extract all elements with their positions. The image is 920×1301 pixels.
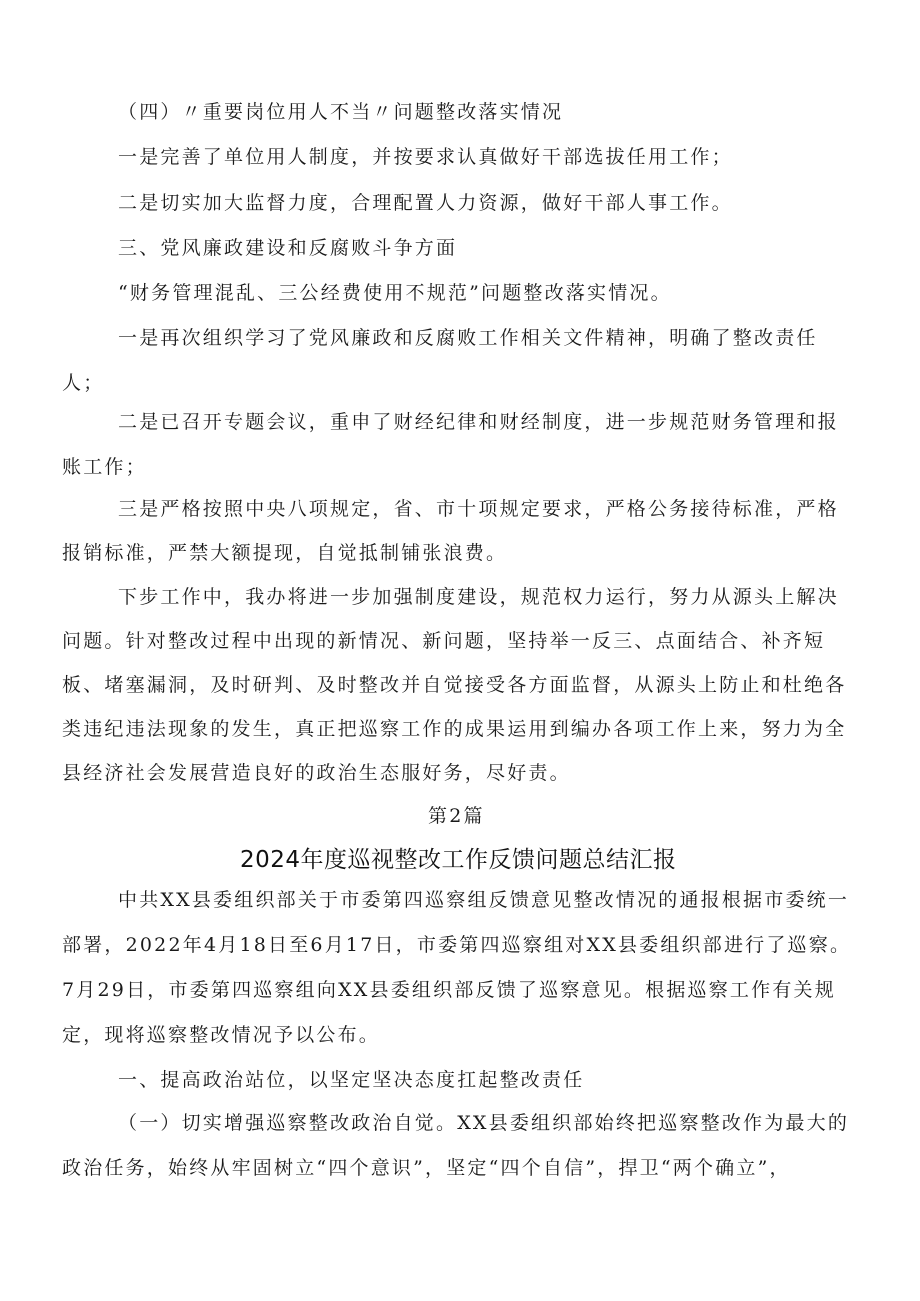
paragraph-line: 定，现将巡察整改情况予以公布。 [62,1024,381,1046]
paragraph-line: 一是再次组织学习了党风廉政和反腐败工作相关文件精神，明确了整改责任 [118,327,818,349]
paragraph-line: 7月29日，市委第四巡察组向XX县委组织部反馈了巡察意见。根据巡察工作有关规 [62,979,836,1001]
paragraph-line: 二是已召开专题会议，重申了财经纪律和财经制度，进一步规范财务管理和报 [118,411,839,433]
part-label: 第2篇 [428,805,485,827]
paragraph-line: 三是严格按照中央八项规定，省、市十项规定要求，严格公务接待标准，严格 [118,498,839,520]
section-heading: 三、党风廉政建设和反腐败斗争方面 [118,237,458,259]
section-heading: 一、提高政治站位，以坚定坚决态度扛起整改责任 [118,1069,585,1091]
paragraph-line: 类违纪违法现象的发生，真正把巡察工作的成果运用到编办各项工作上来，努力为全 [62,718,847,740]
paragraph-line: 二是切实加大监督力度，合理配置人力资源，做好干部人事工作。 [118,192,733,214]
paragraph-line: 板、堵塞漏洞，及时研判、及时整改并自觉接受各方面监督，从源头上防止和杜绝各 [62,674,847,696]
paragraph-line: 问题。针对整改过程中出现的新情况、新问题，坚持举一反三、点面结合、补齐短 [62,630,826,652]
paragraph-line: 县经济社会发展营造良好的政治生态服好务，尽好责。 [62,762,571,784]
paragraph-line: （一）切实增强巡察整改政治自觉。XX县委组织部始终把巡察整改作为最大的 [118,1112,850,1134]
paragraph-line: 人； [62,372,105,394]
subsection-heading: （四）〃重要岗位用人不当〃问题整改落实情况 [118,101,564,123]
paragraph-line: 部署，2022年4月18日至6月17日，市委第四巡察组对XX县委组织部进行了巡察。 [62,934,852,956]
paragraph-line: 中共XX县委组织部关于市委第四巡察组反馈意见整改情况的通报根据市委统一 [118,889,850,911]
document-title: 2024年度巡视整改工作反馈问题总结汇报 [240,847,677,873]
paragraph-line: 一是完善了单位用人制度，并按要求认真做好干部选拔任用工作； [118,146,733,168]
paragraph-line: 政治任务，始终从牢固树立“四个意识”，坚定“四个自信”，捍卫“两个确立”， [62,1157,791,1179]
paragraph-line: 下步工作中，我办将进一步加强制度建设，规范权力运行，努力从源头上解决 [118,586,839,608]
paragraph-line: 账工作； [62,456,147,478]
subsection-heading: “财务管理混乱、三公经费使用不规范”问题整改落实情况。 [118,282,672,304]
paragraph-line: 报销标准，严禁大额提现，自觉抵制铺张浪费。 [62,542,508,564]
